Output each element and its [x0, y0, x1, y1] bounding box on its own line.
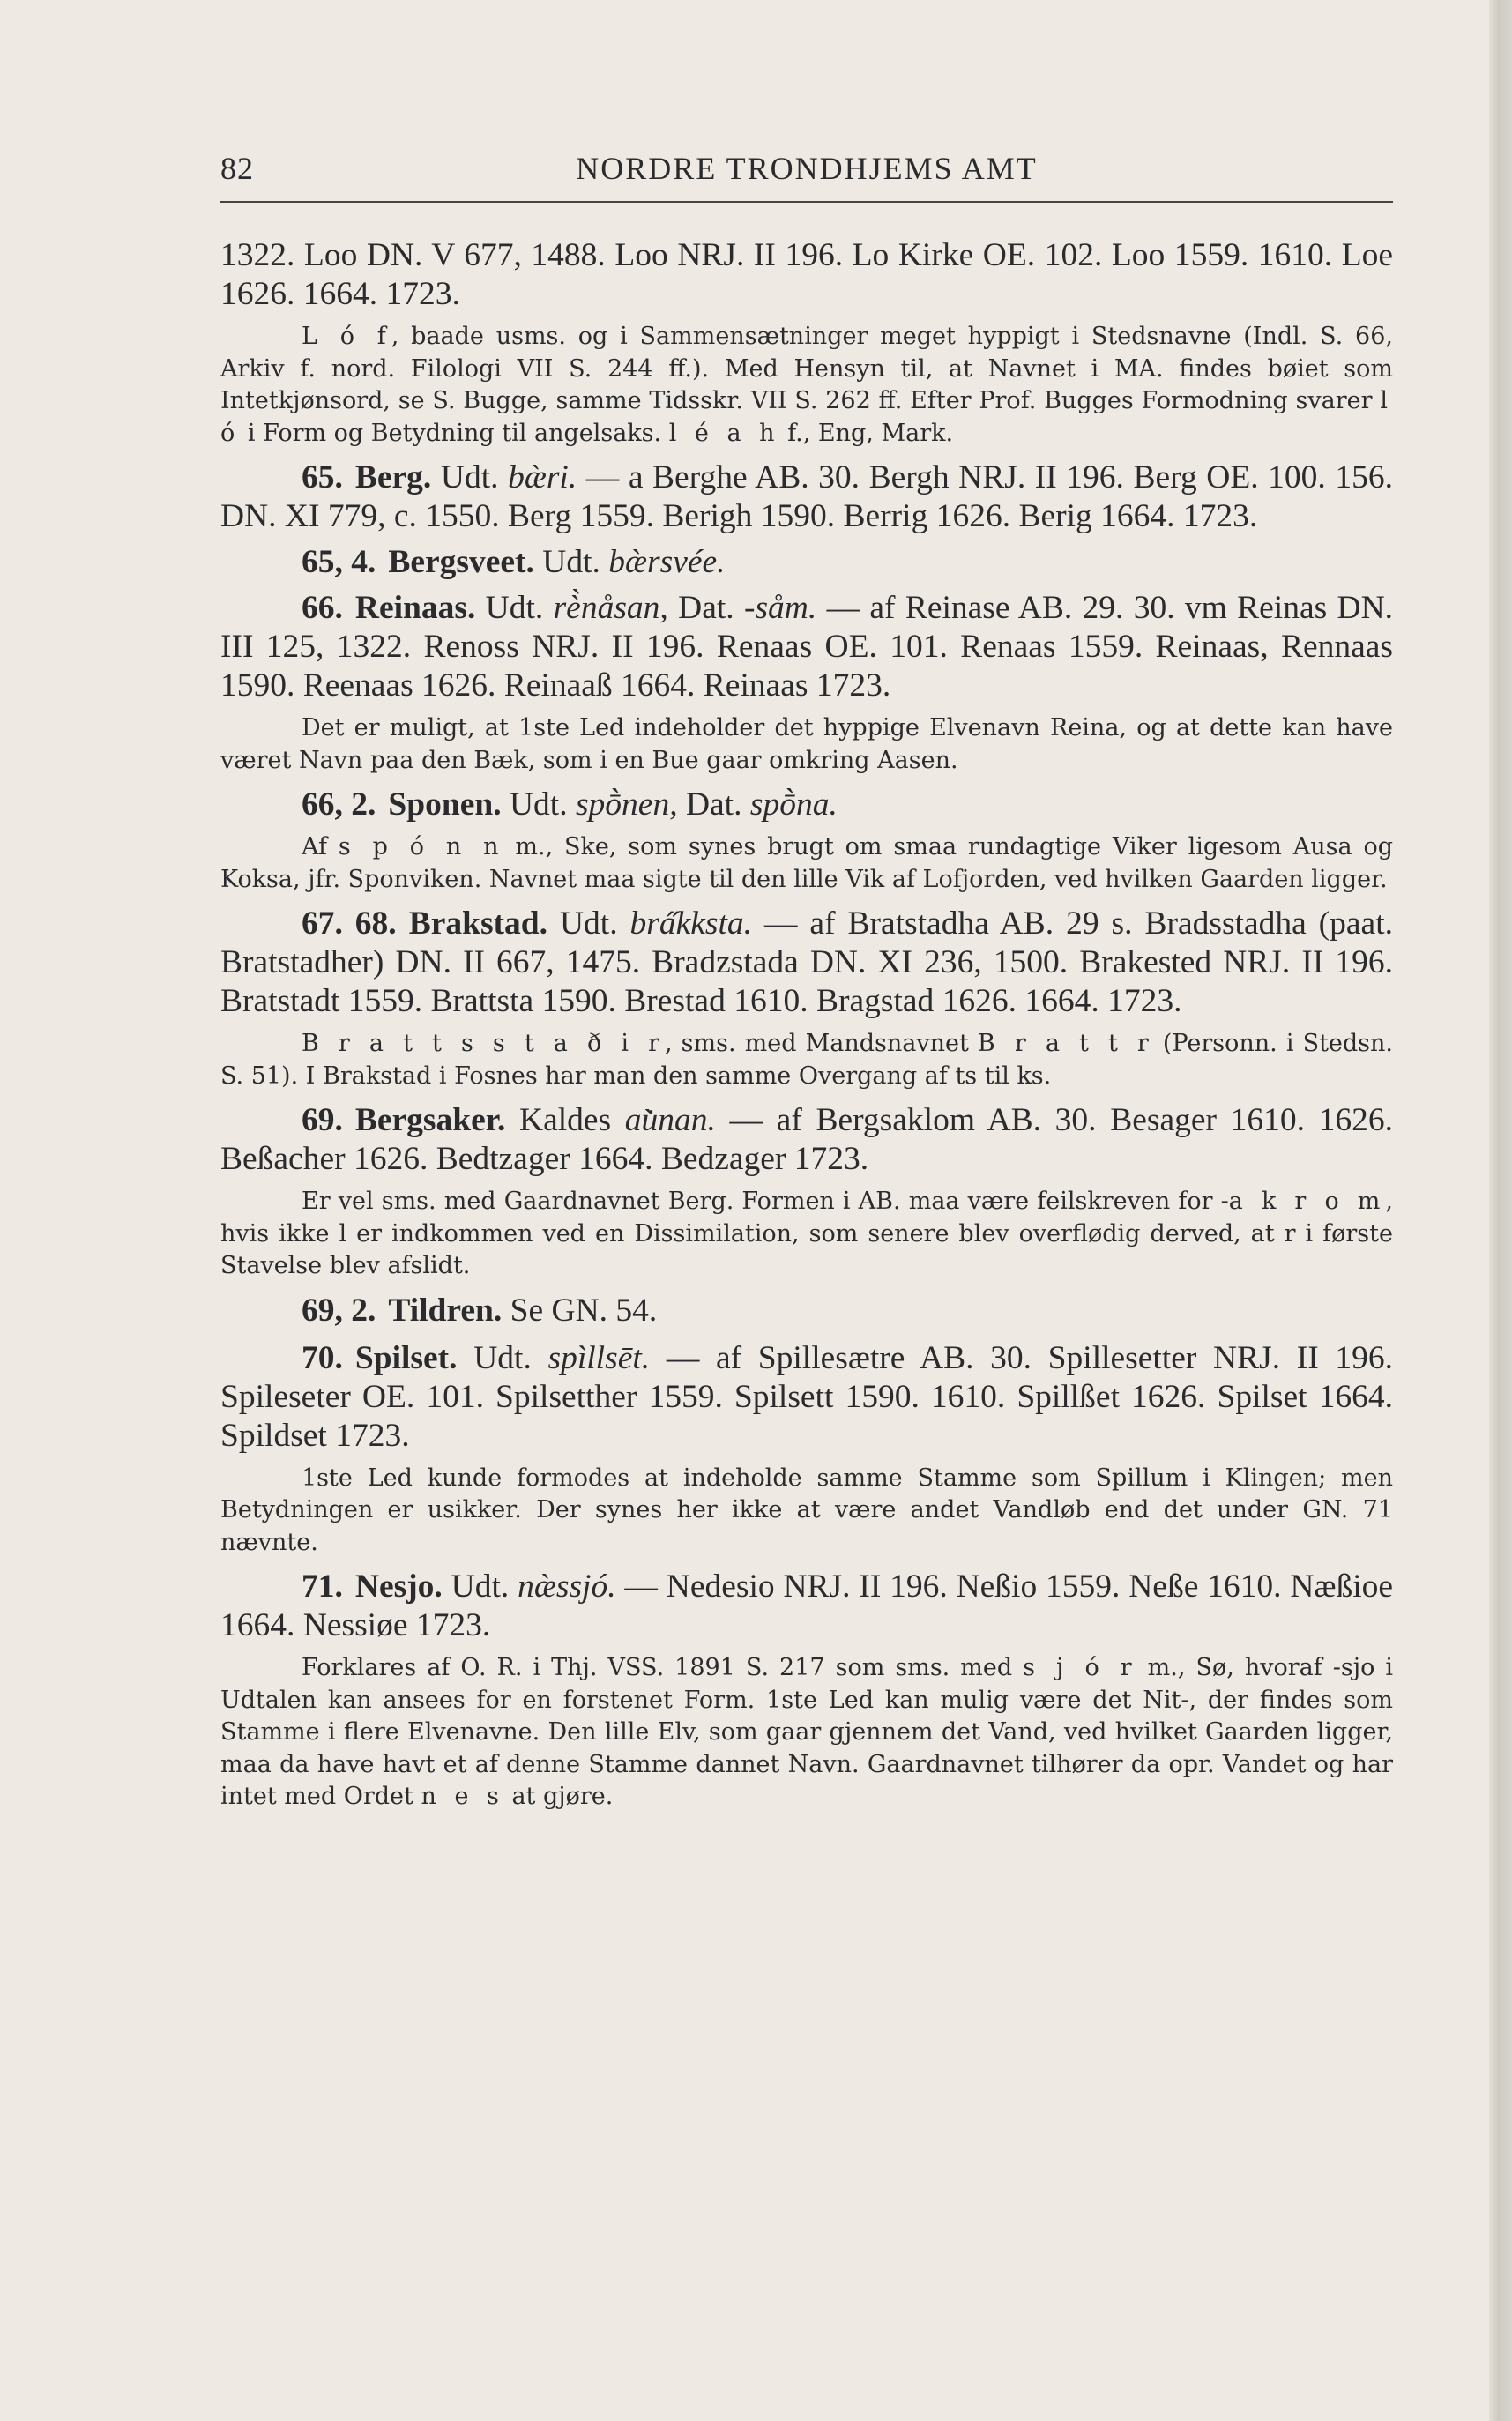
note-71-text-3: at gjøre. [503, 1783, 614, 1810]
note-64-word-lof: L ó f [302, 323, 391, 350]
entry-67-68-pronunciation: bra̋kksta. [629, 905, 753, 942]
note-69 [220, 1186, 1393, 1283]
note-67-68 [220, 1028, 1393, 1092]
entry-65-pronunciation: bæ̀ri. [508, 459, 577, 495]
entry-67-68 [220, 905, 1393, 1021]
entry-70-name: Spilset. [354, 1339, 458, 1376]
note-64-word-leah: l é a h [668, 419, 780, 447]
running-title: NORDRE TRONDHJEMS AMT [576, 151, 1038, 186]
entry-66-2-udt: Udt. [509, 786, 568, 823]
entry-66-number: 66. [302, 590, 343, 626]
entry-66-2 [220, 786, 1393, 824]
note-67-68-text-1: , sms. med Mandsnavnet [664, 1030, 978, 1057]
entry-65-4-number: 65, 4. [302, 544, 376, 580]
note-66-2-text-2: m., Ske, som synes brugt om smaa rundagtige Viker ligesom Ausa og Koksa, jfr. Sponviken. Navnet maa sigte til den lille Vik af Lofjorden, ved hvilken Gaarden ligger. [220, 833, 1393, 893]
header-rule [220, 201, 1393, 203]
note-64-text-1: , baade usms. og i Sammensætninger meget hyppigt i Stedsnavne (Indl. S. 66, Arkiv f. nord. Filologi VII S. 244 ff.). Med Hensyn til, at Navnet i MA. findes bøiet som Intetkjønsord, se S. Bugge, samme Tidsskr. VII S. 262 ff. Efter Prof. Bugges Formodning svarer [220, 323, 1393, 414]
entry-66-udt: Udt. [485, 590, 544, 626]
entry-66-2-dat: Dat. [685, 786, 742, 823]
entry-66-pronunciation: rè̀nåsan, [553, 590, 668, 626]
note-69-word-akrom: a k r o m [1228, 1188, 1386, 1215]
entry-69-2-text: Se GN. 54. [510, 1292, 658, 1329]
entry-69-2-number: 69, 2. [302, 1292, 376, 1329]
entry-65-udt: Udt. [440, 459, 499, 495]
note-69-text-2: , hvis ikke l er indkommen ved en Dissimilation, som senere blev overflødig derved, at r i første Stavelse blev afslidt. [220, 1188, 1394, 1279]
note-70: 1ste Led kunde formodes at indeholde samme Stamme som Spillum i Klingen; men Betydningen er usikker. Der synes her ikke at være andet Vandløb end det under GN. 71 nævnte. [220, 1464, 1393, 1556]
entry-69-name: Bergsaker. [354, 1102, 506, 1138]
entry-65-4-udt: Udt. [542, 544, 600, 580]
entry-67-68-text: — af Bratstadha AB. 29 s. Bradsstadha (paat. Bratstadher) DN. II 667, 1475. Bradzstada DN. XI 236, 1500. Brakested NRJ. II 196. Bratstadt 1559. Brattsta 1590. Brestad 1610. Bragstad 1626. 1664. 1723. [220, 905, 1393, 1019]
entry-70 [220, 1339, 1393, 1456]
entry-66-name: Reinaas. [354, 590, 476, 626]
note-66: Det er muligt, at 1ste Led indeholder det hyppige Elvenavn Reina, og at dette kan have været Navn paa den Bæk, som i en Bue gaar omkring Aasen. [220, 714, 1393, 774]
entry-65-4-name: Bergsveet. [388, 544, 534, 580]
note-71 [220, 1652, 1393, 1814]
note-69-text-1: Er vel sms. med Gaardnavnet Berg. Formen i AB. maa være feilskreven for - [302, 1188, 1229, 1215]
entry-65-name: Berg. [354, 459, 432, 495]
entry-66-2-dat-form: spṑna. [749, 786, 838, 823]
note-67-68-word-brattsstadir: B r a t t s s t a ð i r [302, 1030, 665, 1057]
entry-65-number: 65. [302, 459, 343, 495]
entry-65-4-pronunciation: bæ̀rsvée. [608, 544, 726, 580]
scan-page-edge [1489, 0, 1512, 2421]
entry-70-text: — af Spillesætre AB. 30. Spillesetter NRJ. II 196. Spileseter OE. 101. Spilsetther 1559. Spilsett 1590. 1610. Spillßet 1626. Spilset 1664. Spildset 1723. [220, 1339, 1394, 1454]
entry-71-name: Nesjo. [354, 1568, 443, 1605]
entry-66-2-name: Sponen. [388, 786, 502, 823]
note-64-text-2: i Form og Betydning til angelsaks. [240, 419, 669, 447]
entry-66-text: — af Reinase AB. 29. 30. vm Reinas DN. III 125, 1322. Renoss NRJ. II 196. Renaas OE. 101. Renaas 1559. Reinaas, Rennaas 1590. Reenaas 1626. Reinaaß 1664. Reinaas 1723. [220, 590, 1394, 704]
entry-69 [220, 1101, 1393, 1179]
entry-69-number: 69. [302, 1102, 343, 1138]
entry-69-2-name: Tildren. [388, 1292, 503, 1329]
note-71-text-2: m., Sø, hvoraf -sjo i Udtalen kan ansees for en forstenet Form. 1ste Led kan mulig være det Nit-, der findes som Stamme i flere Elvenavne. Den lille Elv, som gaar gjennem det Vand, ved hvilket Gaarden ligger, maa da have havt et af denne Stamme dannet Navn. Gaardnavnet tilhører da opr. Vandet og har intet med Ordet [220, 1654, 1393, 1810]
note-71-text-1: Forklares af O. R. i Thj. VSS. 1891 S. 217 som sms. med [302, 1654, 1024, 1681]
entry-69-kaldes: Kaldes [519, 1102, 612, 1138]
entry-71-text: — Nedesio NRJ. II 196. Neßio 1559. Neße 1610. Næßioe 1664. Nessiøe 1723. [220, 1568, 1394, 1643]
entry-64-continuation: 1322. Loo DN. V 677, 1488. Loo NRJ. II 196. Lo Kirke OE. 102. Loo 1559. 1610. Loe 1626. 1664. 1723. [220, 237, 1393, 312]
note-66-2-text-1: Af [302, 833, 339, 860]
entry-70-number: 70. [302, 1339, 343, 1376]
note-64-word-lo: l ó [220, 387, 1393, 447]
entry-67-68-name: Brakstad. [408, 905, 548, 942]
entry-65-4 [220, 543, 1393, 582]
entry-66-dat-form: -såm. [743, 590, 817, 626]
note-67-68-text-2: (Personn. i Stedsn. S. 51). I Brakstad i Fosnes har man den samme Overgang af ts til ks. [220, 1030, 1394, 1090]
entry-67-68-number: 67. 68. [302, 905, 397, 942]
entry-66-dat: Dat. [678, 590, 734, 626]
entry-69-pronunciation: au̇̀nan. [624, 1102, 716, 1138]
entry-71-number: 71. [302, 1568, 343, 1605]
note-66-2-word-sponn: s p ó n n [338, 833, 504, 860]
book-page [220, 150, 1393, 1822]
entry-71-udt: Udt. [451, 1568, 510, 1605]
entry-65-text: — a Berghe AB. 30. Bergh NRJ. II 196. Berg OE. 100. 156. DN. XI 779, c. 1550. Berg 1559. Berigh 1590. Berrig 1626. Berig 1664. 1723. [220, 459, 1393, 534]
page-header [220, 150, 1393, 194]
note-66-2 [220, 831, 1393, 896]
entry-69-2 [220, 1292, 1393, 1330]
entry-67-68-udt: Udt. [559, 905, 618, 942]
entry-66-2-pronunciation: spṑnen, [575, 786, 678, 823]
note-64-text-3: f., Eng, Mark. [779, 419, 954, 447]
entry-66-2-number: 66, 2. [302, 786, 376, 823]
entry-66 [220, 589, 1393, 705]
note-71-word-sjor: s j ó r [1023, 1654, 1137, 1681]
note-71-word-nes: n e s [421, 1783, 504, 1810]
entry-70-pronunciation: spìllsēt. [547, 1339, 651, 1376]
entry-65 [220, 458, 1393, 536]
entry-71 [220, 1568, 1393, 1645]
page-number: 82 [220, 151, 254, 186]
note-64 [220, 321, 1393, 450]
entry-71-pronunciation: næ̀ssjó. [518, 1568, 616, 1605]
note-67-68-word-brattr: B r a t t r [977, 1030, 1154, 1057]
entry-69-text: — af Bergsaklom AB. 30. Besager 1610. 1626. Beßacher 1626. Bedtzager 1664. Bedzager 1723. [220, 1102, 1393, 1177]
entry-70-udt: Udt. [473, 1339, 532, 1376]
